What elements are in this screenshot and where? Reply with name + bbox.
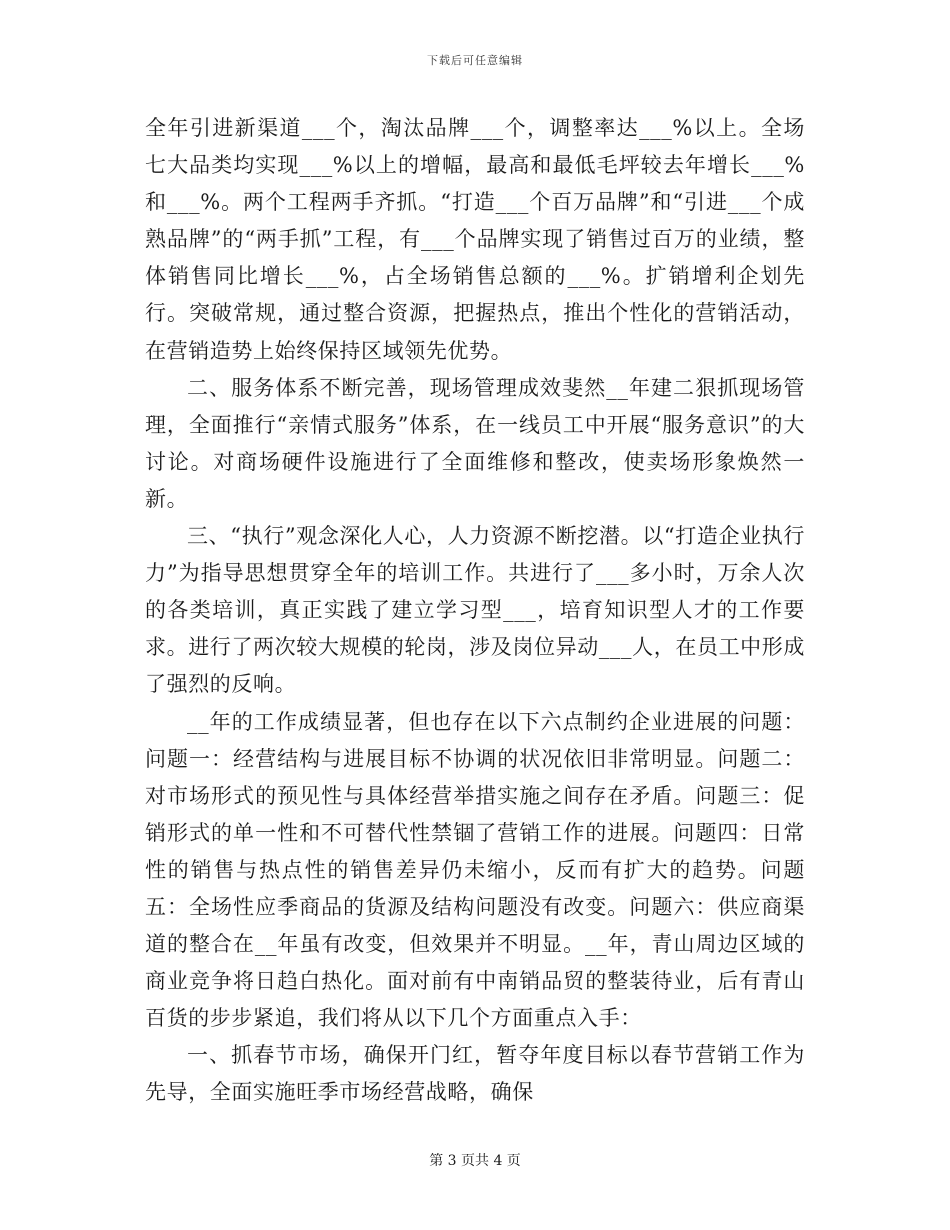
paragraph-execution: 三、“执行”观念深化人心，人力资源不断挖潜。以“打造企业执行力”为指导思想贯穿全年的培训工作。共进行了___多小时，万余人次的各类培训，真正实践了建立学习型___，培育知识型人才的工作要求。进行了两次较大规模的轮岗，涉及岗位异动___人，在员工中形成了强烈的反响。 bbox=[145, 524, 805, 697]
paragraph-service-system: 二、服务体系不断完善，现场管理成效斐然__年建二狠抓现场管理，全面推行“亲情式服务”体系，在一线员工中开展“服务意识”的大讨论。对商场硬件设施进行了全面维修和整改，使卖场形象焕然一新。 bbox=[145, 375, 805, 511]
paragraph-problems: __年的工作成绩显著，但也存在以下六点制约企业进展的问题：问题一：经营结构与进展目标不协调的状况依旧非常明显。问题二：对市场形式的预见性与具体经营举措实施之间存在矛盾。问题三：促销形式的单一性和不可替代性禁锢了营销工作的进展。问题四：日常性的销售与热点性的销售差异仍未缩小，反而有扩大的趋势。问题五：全场性应季商品的货源及结构问题没有改变。问题六：供应商渠道的整合在__年虽有改变，但效果并不明显。__年，青山周边区域的商业竞争将日趋白热化。面对前有中南销品贸的整装待业，后有青山百货的步步紧追，我们将从以下几个方面重点入手： bbox=[145, 709, 805, 1031]
page-footer: 第 3 页共 4 页 bbox=[429, 1153, 521, 1169]
paragraph-spring-festival: 一、抓春节市场，确保开门红，暂夺年度目标以春节营销工作为先导，全面实施旺季市场经营战略，确保 bbox=[145, 1043, 805, 1105]
document-body bbox=[145, 110, 805, 1112]
page-header: 下载后可任意编辑 bbox=[427, 54, 523, 67]
paragraph-continuation: 全年引进新渠道___个，淘汰品牌___个，调整率达___%以上。全场七大品类均实现___%以上的增幅，最高和最低毛坪较去年增长___%和___%。两个工程两手齐抓。“打造___个百万品牌”和“引进___个成熟品牌”的“两手抓”工程，有___个品牌实现了销售过百万的业绩，整体销售同比增长___%，占全场销售总额的___%。扩销增利企划先行。突破常规，通过整合资源，把握热点，推出个性化的营销活动，在营销造势上始终保持区域领先优势。 bbox=[145, 116, 805, 363]
